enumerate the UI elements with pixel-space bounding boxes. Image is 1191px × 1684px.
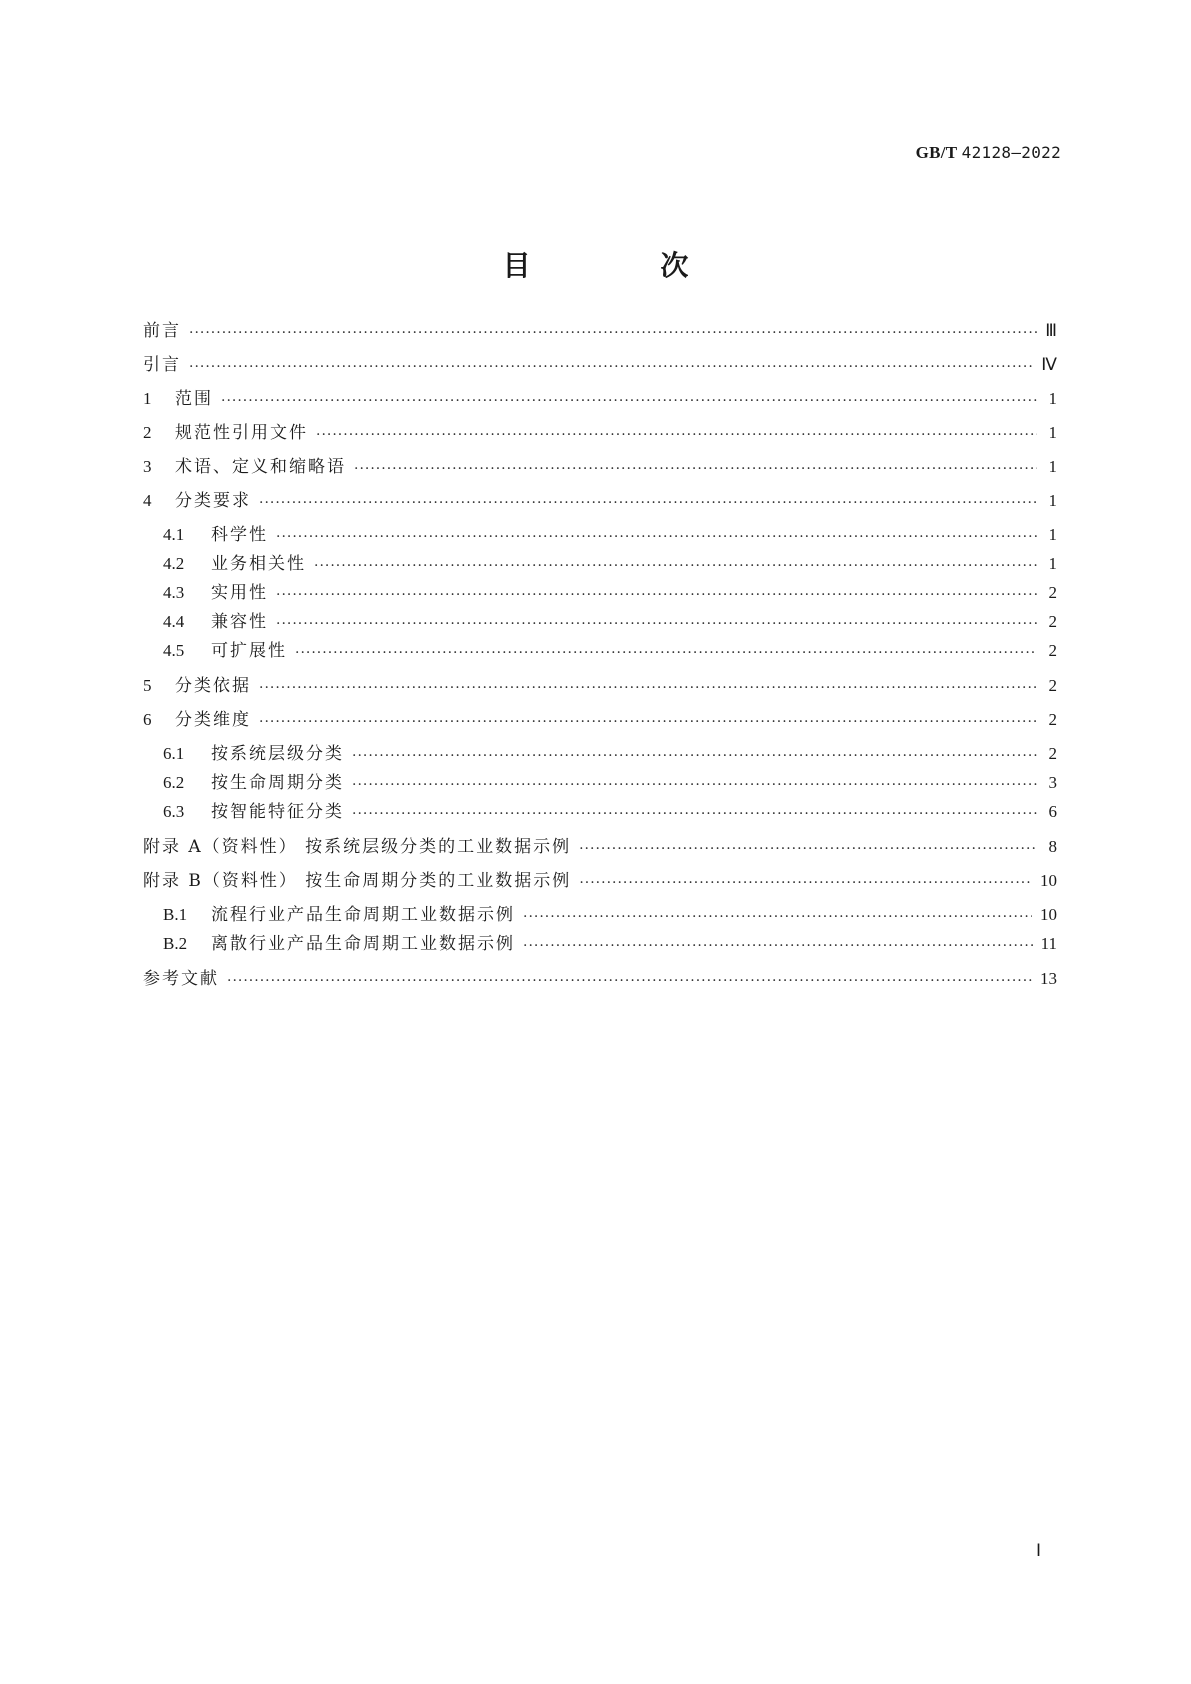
toc-entry-page: Ⅲ [1045,321,1057,340]
toc-entry-title: 可扩展性 [211,641,287,661]
toc-entry-label [143,834,571,860]
toc-entry-number: 4.3 [163,583,185,602]
toc-entry-title: 实用性 [211,583,268,603]
toc-entry[interactable] [143,386,1057,412]
toc-leader-dots [579,838,1037,860]
toc-leader-dots [189,322,1037,344]
page-title: 目 次 [502,249,749,282]
toc-entry-title: 分类要求 [175,491,251,511]
toc-entry-label [163,609,268,635]
toc-leader-dots [354,458,1037,480]
toc-entry-number: 6.2 [163,773,185,792]
toc-entry[interactable] [163,741,1057,767]
toc-entry[interactable] [163,902,1057,928]
toc-entry-number: 2 [143,423,152,442]
toc-entry-title: 分类维度 [175,710,251,730]
toc-entry[interactable] [163,638,1057,664]
toc-entry-title: 规范性引用文件 [175,423,308,443]
toc-entry-page: 6 [1048,802,1057,821]
toc-entry-label [143,673,251,699]
toc-entry-number: 4.5 [163,641,185,660]
toc-entry-label [143,386,213,412]
toc-entry-label [143,420,308,446]
toc-entry-title: 按系统层级分类 [211,744,344,764]
toc-entry-page: 3 [1048,773,1057,792]
toc-entry-title: 分类依据 [175,676,251,696]
toc-entry[interactable] [143,707,1057,733]
toc-entry-label [163,522,268,548]
toc-entry[interactable] [143,966,1057,992]
toc-entry-title: 离散行业产品生命周期工业数据示例 [211,934,515,954]
toc-entry-page: 1 [1048,554,1057,573]
toc-leader-dots [523,906,1032,928]
toc-entry-title: 科学性 [211,525,268,545]
toc-entry-page: 1 [1048,457,1057,476]
page-number: Ⅰ [1035,1541,1041,1560]
toc-leader-dots [259,492,1037,514]
toc-entry-title: 参考文献 [143,969,219,989]
toc-entry-number: 4 [143,491,152,510]
toc-entry-page: 1 [1048,423,1057,442]
toc-entry[interactable] [163,551,1057,577]
toc-entry-title: 业务相关性 [211,554,306,574]
toc-entry-label [163,931,515,957]
toc-entry-title: 附录 B（资料性） 按生命周期分类的工业数据示例 [143,871,572,891]
toc-leader-dots [259,711,1037,733]
toc-entry-number: 4.2 [163,554,185,573]
toc-entry-label [143,707,251,733]
toc-entry-title: 流程行业产品生命周期工业数据示例 [211,905,515,925]
toc-leader-dots [295,642,1037,664]
toc-entry-page: 1 [1048,491,1057,510]
toc-entry[interactable] [143,420,1057,446]
toc-entry-page: 2 [1048,710,1057,729]
toc-entry-page: 2 [1048,612,1057,631]
toc-entry-number: 4.4 [163,612,185,631]
toc-entry-number: 6.3 [163,802,185,821]
toc-entry-label [143,454,346,480]
toc-entry-label [163,741,344,767]
toc-entry[interactable] [143,352,1057,378]
toc-entry-page: 10 [1040,871,1057,890]
toc-entry-title: 前言 [143,321,181,341]
standard-code: 42128—2022 [961,143,1061,162]
toc-leader-dots [276,613,1037,635]
toc-leader-dots [189,356,1033,378]
toc-entry-label [163,770,344,796]
toc-entry[interactable] [143,454,1057,480]
toc-leader-dots [227,970,1032,992]
toc-entry-label [143,868,571,894]
toc-entry-number: 3 [143,457,152,476]
toc-entry[interactable] [163,580,1057,606]
toc-leader-dots [579,872,1032,894]
toc-leader-dots [352,803,1037,825]
toc-entry-label [143,318,181,344]
toc-entry-title: 兼容性 [211,612,268,632]
toc-entry-label [143,488,251,514]
toc-entry[interactable] [143,673,1057,699]
toc-entry-title: 附录 A（资料性） 按系统层级分类的工业数据示例 [143,837,572,857]
toc-entry[interactable] [143,318,1057,344]
toc-leader-dots [316,424,1037,446]
toc-leader-dots [259,677,1037,699]
toc-entry-title: 按智能特征分类 [211,802,344,822]
toc-entry-label [163,580,268,606]
toc-entry-label [163,551,306,577]
standard-number [916,143,1061,163]
toc-entry[interactable] [143,488,1057,514]
toc-entry[interactable] [163,770,1057,796]
toc-entry-page: 1 [1048,389,1057,408]
toc-leader-dots [352,745,1037,767]
toc-entry-title: 术语、定义和缩略语 [175,457,346,477]
toc-entry-label [163,799,344,825]
toc-entry-page: 2 [1048,641,1057,660]
toc-leader-dots [276,584,1037,606]
toc-entry-number: 1 [143,389,152,408]
toc-entry-page: 10 [1040,905,1057,924]
toc-entry[interactable] [143,834,1057,860]
toc-entry-page: 2 [1048,676,1057,695]
toc-entry-page: 8 [1048,837,1057,856]
toc-entry-page: 11 [1040,934,1057,953]
toc-entry-label [143,352,181,378]
toc-entry-number: 4.1 [163,525,185,544]
toc-entry[interactable] [163,522,1057,548]
toc-entry[interactable] [163,799,1057,825]
toc-leader-dots [314,555,1037,577]
toc-entry-number: 6.1 [163,744,185,763]
toc-entry-page: 2 [1048,583,1057,602]
standard-prefix: GB/T [915,143,958,162]
toc-entry-page: 13 [1040,969,1057,988]
toc-entry-page: 2 [1048,744,1057,763]
toc-leader-dots [221,390,1037,412]
toc-leader-dots [276,526,1037,548]
toc-entry-title: 按生命周期分类 [211,773,344,793]
toc-entry-number: B.2 [163,934,188,953]
toc-entry-title: 引言 [143,355,181,375]
toc-entry-title: 范围 [175,389,213,409]
toc-entry[interactable] [163,931,1057,957]
toc-entry-page: Ⅳ [1041,355,1057,374]
toc-entry-label [143,966,219,992]
toc-entry-page: 1 [1048,525,1057,544]
toc-entry[interactable] [143,868,1057,894]
toc-leader-dots [523,935,1033,957]
toc-entry-label [163,902,515,928]
toc-entry-number: 6 [143,710,152,729]
toc-entry-number: 5 [143,676,152,695]
toc-entry-label [163,638,287,664]
toc-entry-number: B.1 [163,905,188,924]
toc-entry[interactable] [163,609,1057,635]
toc-leader-dots [352,774,1037,796]
